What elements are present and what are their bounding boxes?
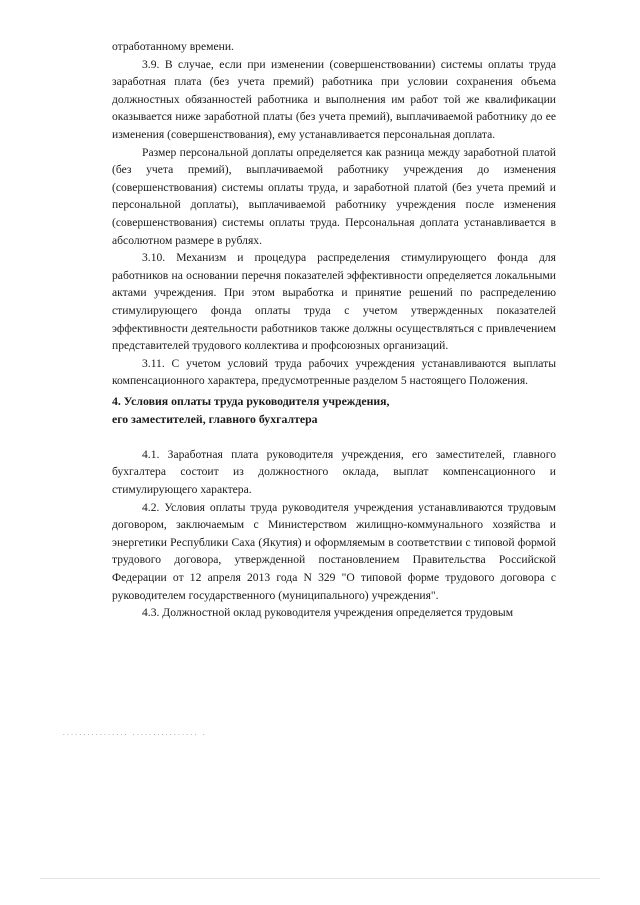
paragraph-4-2: 4.2. Условия оплаты труда руководителя учреждения устанавливаются трудовым договором, заключаемым с Министерством жилищно-коммунального хозяйства и энергетики Республики Саха (Якутия) и оформляемым в соответствии с типовой формой трудового договора, утвержденной постановлением Правительства Российской Федерации от 12 апреля 2013 года N 329 "О типовой форме трудового договора с руководителем государственного (муниципального) учреждения".	[112, 500, 556, 602]
paragraph-4-1: 4.1. Заработная плата руководителя учреждения, его заместителей, главного бухгалтера состоит из должностного оклада, выплат компенсационного и стимулирующего характера.	[112, 447, 556, 497]
paragraph-3-10: 3.10. Механизм и процедура распределения стимулирующего фонда для работников на основании перечня показателей эффективности определяется локальными актами учреждения. При этом выработка и принятие решений по распределению стимулирующего фонда оплаты труда с учетом утвержденных показателей эффективности деятельности работников также должны осуществляться с привлечением представителей трудового коллектива и профсоюзных организаций.	[112, 251, 556, 353]
page-bottom-rule	[40, 878, 600, 879]
paragraph-4-3: 4.3. Должностной оклад руководителя учреждения определяется трудовым	[142, 606, 514, 620]
paragraph-continuation: отработанному времени.	[112, 40, 234, 53]
paragraph-3-9: 3.9. В случае, если при изменении (совершенствовании) системы оплаты труда заработная плата (без учета премий) работника при условии сохранения объема должностных обязанностей работника и выполнения им работ той же квалификации оказывается ниже заработной платы (без учета премий), выплачиваемой работнику до ее изменения (совершенствования), ему устанавливается персональная доплата.	[112, 57, 556, 141]
section-4-heading-line2: его заместителей, главного бухгалтера	[112, 411, 318, 426]
scan-dotted-marks: ................ ................ .	[62, 730, 206, 737]
paragraph-personal-supplement: Размер персональной доплаты определяется как разница между заработной платой (без учета премий), выплачиваемой работнику учреждения до изменения (совершенствования) системы оплаты труда, и заработной платой (без учета премий и персональной доплаты), выплачиваемой работнику учреждения после изменения (совершенствования) системы оплаты труда. Персональная доплата устанавливается в абсолютном размере в рублях.	[112, 145, 556, 247]
document-body	[112, 38, 556, 622]
section-4-heading-line1: 4. Условия оплаты труда руководителя учреждения,	[112, 393, 390, 408]
paragraph-3-11: 3.11. С учетом условий труда рабочих учреждения устанавливаются выплаты компенсационного характера, предусмотренные разделом 5 настоящего Положения.	[112, 356, 556, 388]
section-4-heading	[112, 392, 556, 428]
